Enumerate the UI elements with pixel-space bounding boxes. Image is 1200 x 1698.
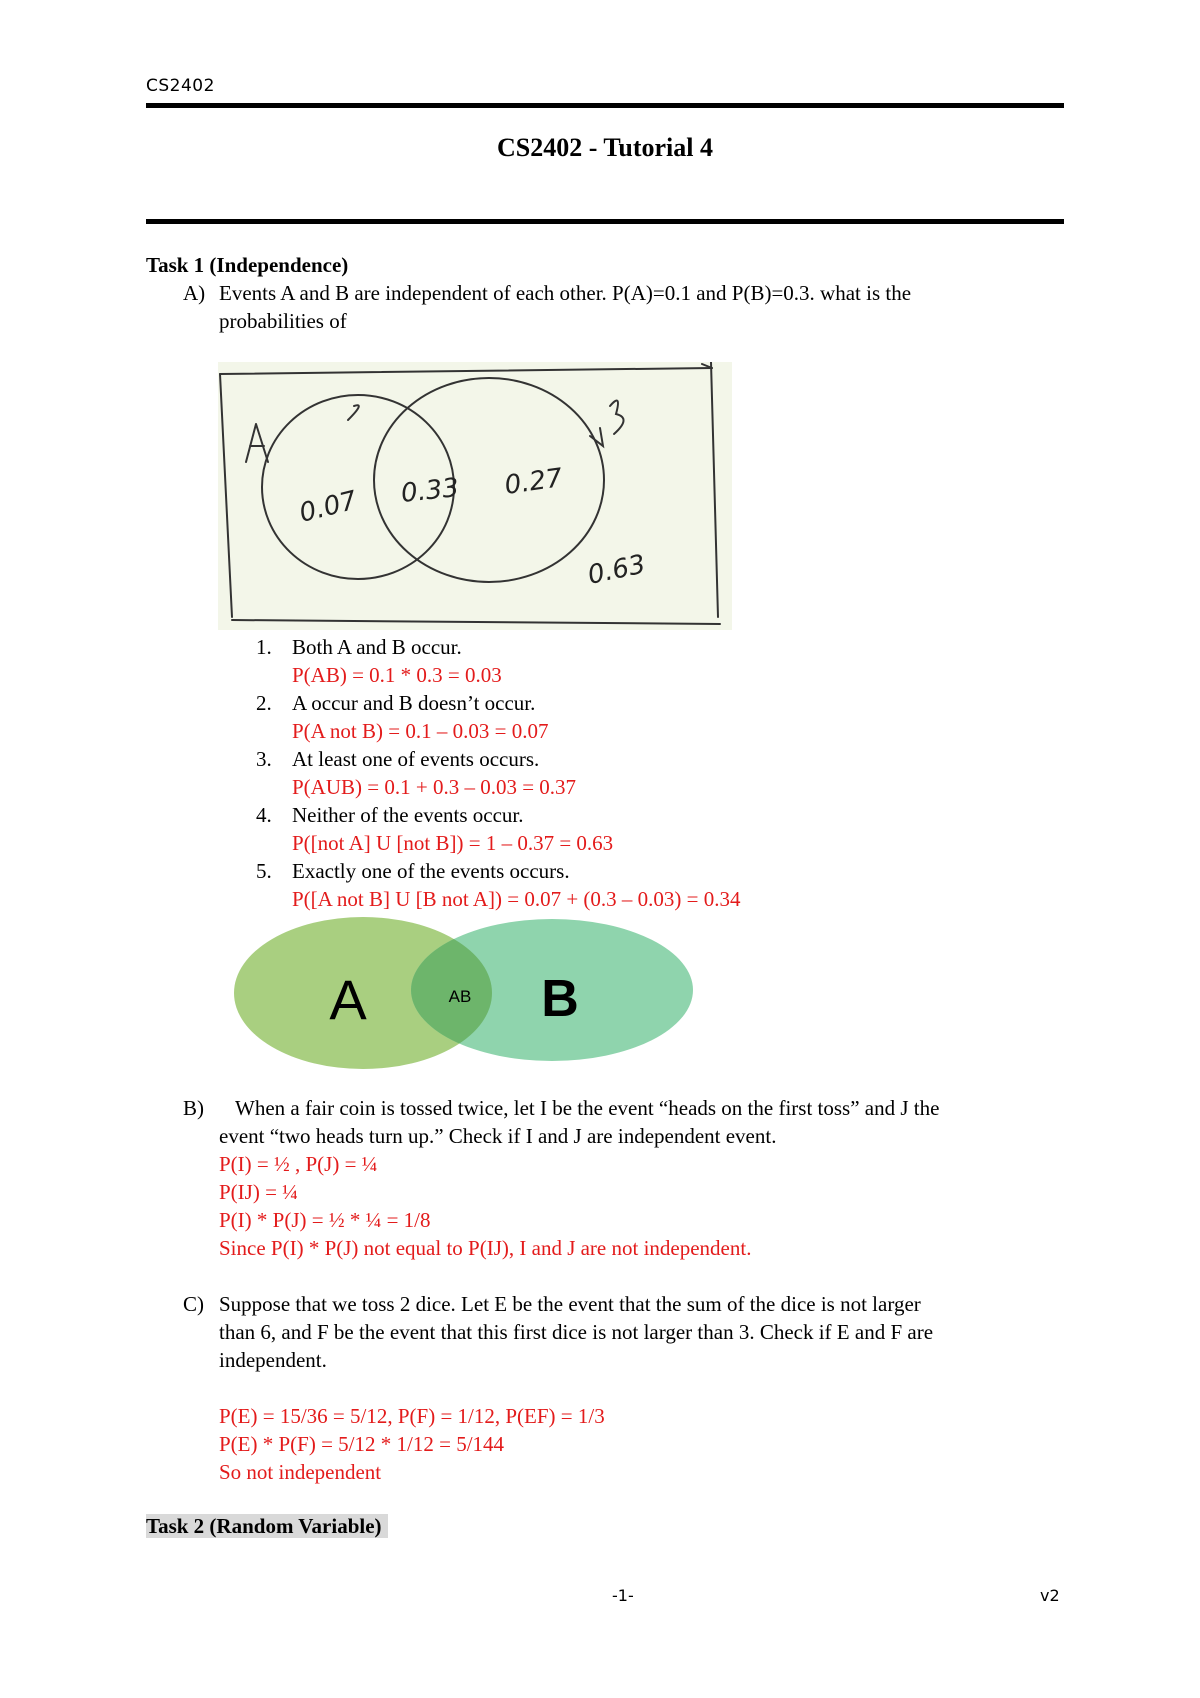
partB-label: B) [183,1096,204,1120]
partC-line3: independent. [219,1348,327,1372]
page-title: CS2402 - Tutorial 4 [497,133,713,162]
answer-text: P(AUB) = 0.1 + 0.3 – 0.03 = 0.37 [292,775,577,799]
question-text: Both A and B occur. [292,635,462,659]
question-text: Exactly one of the events occurs. [292,859,570,883]
question-text: A occur and B doesn’t occur. [292,691,536,715]
answer-text: P(AB) = 0.1 * 0.3 = 0.03 [292,663,502,687]
version-label: v2 [1040,1586,1060,1605]
answer-text: P(A not B) = 0.1 – 0.03 = 0.07 [292,719,549,743]
handwritten-venn-sketch [218,362,732,630]
venn-label-b: B [541,970,579,1028]
question-number: 1. [256,635,272,659]
task2-heading-text: Task 2 (Random Variable) [146,1514,388,1538]
running-header: CS2402 [146,76,215,96]
venn-label-a: A [329,968,367,1031]
answer-text: P([A not B] U [B not A]) = 0.07 + (0.3 – 0.03) = 0.34 [292,887,741,911]
partC-answer-3: So not independent [219,1460,382,1484]
venn-diagram [232,915,702,1071]
partA-label: A) [183,281,206,305]
question-text: At least one of events occurs. [292,747,540,771]
task1-heading: Task 1 (Independence) [146,253,349,277]
question-number: 2. [256,691,272,715]
sketch-background [218,362,732,630]
venn-label-ab: AB [448,987,472,1006]
partC-answer-1: P(E) = 15/36 = 5/12, P(F) = 1/12, P(EF) = 1/3 [219,1404,605,1428]
partC-label: C) [183,1292,204,1316]
sketch-value-a-only: 0.07 [296,485,360,529]
partC-answer-2: P(E) * P(F) = 5/12 * 1/12 = 5/144 [219,1432,505,1456]
partB-answer-3: P(I) * P(J) = ½ * ¼ = 1/8 [219,1208,431,1232]
partB-line1: When a fair coin is tossed twice, let I be the event “heads on the first toss” and J the [235,1096,940,1120]
question-text: Neither of the events occur. [292,803,524,827]
top-rule [146,103,1064,108]
sketch-value-outside: 0.63 [585,549,649,591]
partA-line1: Events A and B are independent of each other. P(A)=0.1 and P(B)=0.3. what is the [219,281,912,305]
title-rule [146,219,1064,224]
partC-line2: than 6, and F be the event that this first dice is not larger than 3. Check if E and F are [219,1320,934,1344]
question-number: 3. [256,747,272,771]
page-number: -1- [612,1586,634,1605]
partB-answer-2: P(IJ) = ¼ [219,1180,298,1204]
answer-text: P([not A] U [not B]) = 1 – 0.37 = 0.63 [292,831,614,855]
partB-answer-4: Since P(I) * P(J) not equal to P(IJ), I and J are not independent. [219,1236,752,1260]
sketch-value-both: 0.33 [399,473,461,509]
question-number: 4. [256,803,272,827]
partA-line2: probabilities of [219,309,347,333]
question-number: 5. [256,859,272,883]
task2-heading [146,1512,388,1540]
partB-line2: event “two heads turn up.” Check if I and J are independent event. [219,1124,777,1148]
sketch-value-b-only: 0.27 [502,463,565,501]
partB-answer-1: P(I) = ½ , P(J) = ¼ [219,1152,378,1176]
partC-line1: Suppose that we toss 2 dice. Let E be the event that the sum of the dice is not larger [219,1292,921,1316]
